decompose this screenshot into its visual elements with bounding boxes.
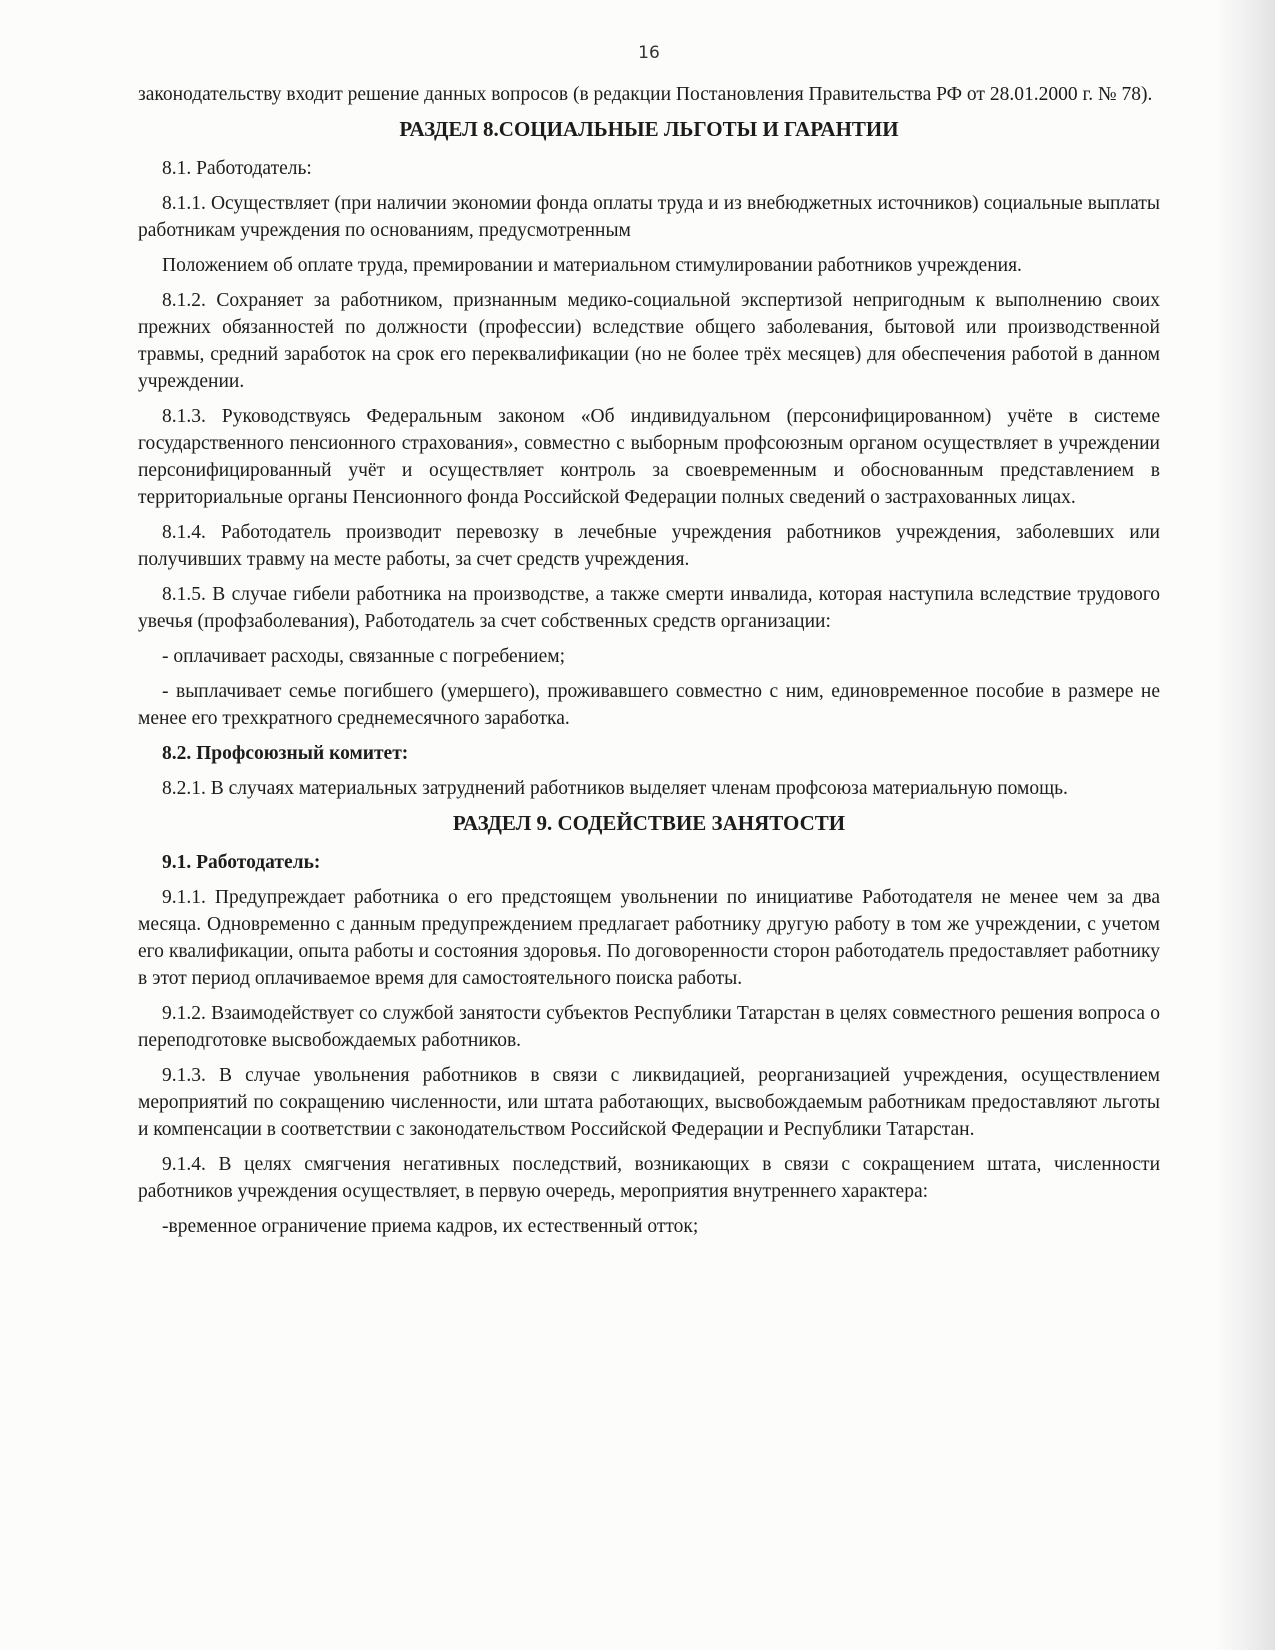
- page-shadow-edge: [1215, 0, 1275, 1650]
- clause-8-1-5-item-2: - выплачивает семье погибшего (умершего), проживавшего совместно с ним, единовременное пособие в размере не менее его трехкратного среднемесячного заработка.: [138, 681, 1160, 729]
- clause-8-1-4: 8.1.4. Работодатель производит перевозку в лечебные учреждения работников учреждения, заболевших или получивших травму на месте работы, за счет средств учреждения.: [138, 522, 1160, 570]
- clause-8-1-3: 8.1.3. Руководствуясь Федеральным законом «Об индивидуальном (персонифицированном) учёте в системе государственного пенсионного страхования», совместно с выборным профсоюзным органом осуществляет в учреждении персонифицированный учёт и осуществляет контроль за своевременным и обоснованным представлением в территориальные органы Пенсионного фонда Российской Федерации полных сведений о застрахованных лицах.: [138, 406, 1160, 508]
- clause-9-1-1: 9.1.1. Предупреждает работника о его предстоящем увольнении по инициативе Работодателя не менее чем за два месяца. Одновременно с данным предупреждением предлагает работнику другую работу в том же учреждении, с учетом его квалификации, опыта работы и состояния здоровья. По договоренности сторон работодатель предоставляет работнику в этот период оплачиваемое время для самостоятельного поиска работы.: [138, 887, 1160, 989]
- clause-9-1-4: 9.1.4. В целях смягчения негативных последствий, возникающих в связи с сокращением штата, численности работников учреждения осуществляет, в первую очередь, мероприятия внутреннего характера:: [138, 1154, 1160, 1202]
- clause-9-1-2: 9.1.2. Взаимодействует со службой занятости субъектов Республики Татарстан в целях совместного решения вопроса о переподготовке высвобождаемых работников.: [138, 1003, 1160, 1051]
- clause-8-1-5: 8.1.5. В случае гибели работника на производстве, а также смерти инвалида, которая наступила вследствие трудового увечья (профзаболевания), Работодатель за счет собственных средств организации:: [138, 584, 1160, 632]
- section-9-title: РАЗДЕЛ 9. СОДЕЙСТВИЕ ЗАНЯТОСТИ: [452, 811, 846, 835]
- clause-8-1-1-continued: Положением об оплате труда, премировании и материальном стимулировании работников учреждения.: [162, 255, 1022, 276]
- clause-9-1-4-item-1: -временное ограничение приема кадров, их естественный отток;: [162, 1216, 699, 1237]
- clause-8-2-label: 8.2. Профсоюзный комитет:: [162, 743, 409, 764]
- page-number: 16: [638, 43, 660, 63]
- clause-8-1-1: 8.1.1. Осуществляет (при наличии экономии фонда оплаты труда и из внебюджетных источников) социальные выплаты работникам учреждения по основаниям, предусмотренным: [138, 193, 1160, 241]
- clause-8-1-2: 8.1.2. Сохраняет за работником, признанным медико-социальной экспертизой непригодным к выполнению своих прежних обязанностей по должности (профессии) вследствие общего заболевания, бытовой или производственной травмы, средний заработок на срок его переквалификации (но не более трёх месяцев) для обеспечения работой в данном учреждении.: [138, 290, 1160, 392]
- clause-8-1-5-item-1: - оплачивает расходы, связанные с погребением;: [162, 646, 565, 667]
- document-body: [138, 40, 1160, 1248]
- clause-8-2-1: 8.2.1. В случаях материальных затруднений работников выделяет членам профсоюза материальную помощь.: [162, 778, 1068, 799]
- clause-9-1-label: 9.1. Работодатель:: [162, 852, 321, 873]
- clause-9-1-3: 9.1.3. В случае увольнения работников в связи с ликвидацией, реорганизацией учреждения, осуществлением мероприятий по сокращению численности, или штата работающих, высвобождаемым работникам предоставляют льготы и компенсации в соответствии с законодательством Российской Федерации и Республики Татарстан.: [138, 1065, 1160, 1140]
- clause-8-1-label: 8.1. Работодатель:: [162, 158, 312, 179]
- section-8-title: РАЗДЕЛ 8.СОЦИАЛЬНЫЕ ЛЬГОТЫ И ГАРАНТИИ: [399, 117, 899, 141]
- intro-paragraph: законодательству входит решение данных вопросов (в редакции Постановления Правительства РФ от 28.01.2000 г. № 78).: [138, 84, 1153, 105]
